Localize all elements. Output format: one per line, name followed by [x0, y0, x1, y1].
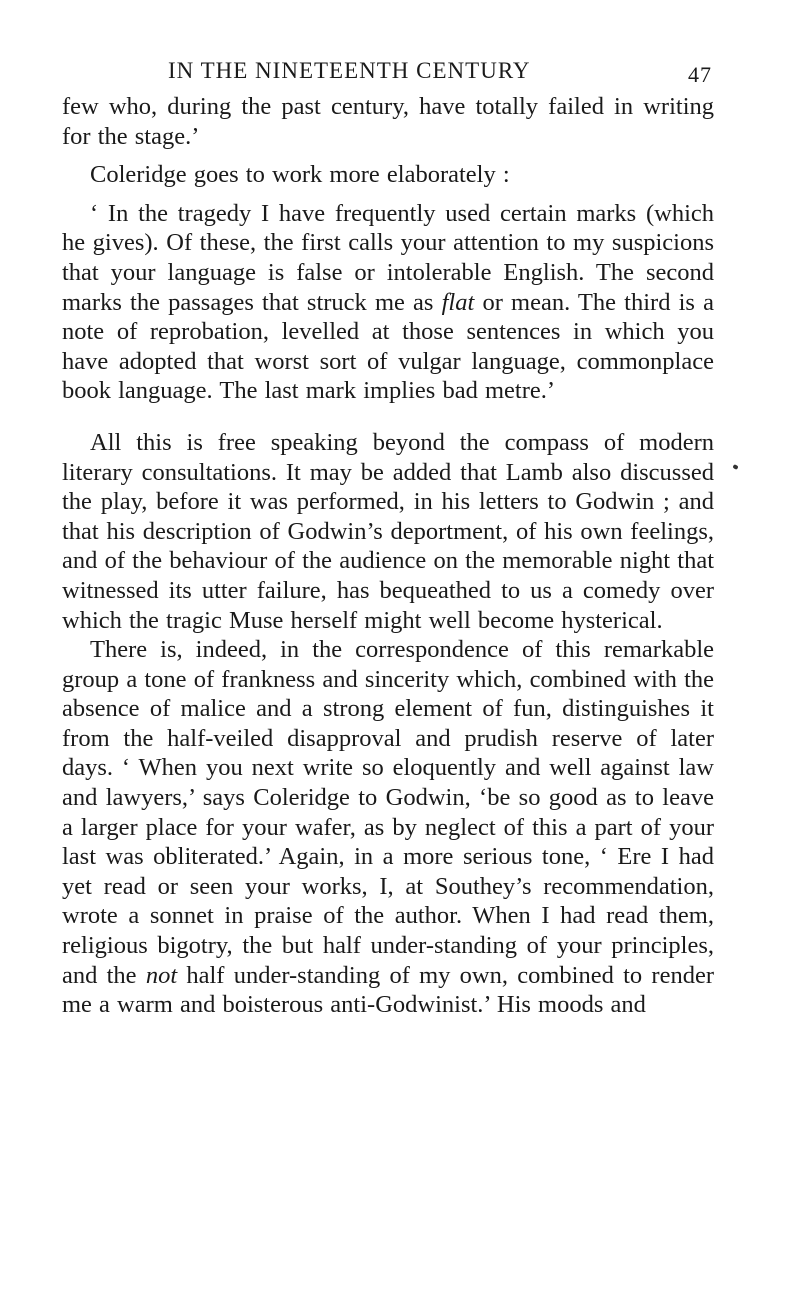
paragraph-coleridge-intro: Coleridge goes to work more elaborately :	[90, 161, 510, 189]
ink-speck	[732, 464, 738, 470]
correspondence-text-part2: half under-standing of my own, combined to render me a warm and boisterous anti-Godwinist.’ His moods and	[62, 961, 714, 1019]
quote-text-part1: ‘ In the tragedy I have frequently used certain marks (which he gives). Of these, the first calls your attention to my suspicions that your language is false or intolerable English. The second marks the passages that struck me as	[62, 199, 714, 316]
paragraph-free-speaking: All this is free speaking beyond the compass of modern literary consultations. It may be added that Lamb also discussed the play, before it was performed, in his letters to Godwin ; and that his description of Godwin’s deportment, of his own feelings, and of the behaviour of the audience on the memorable night that witnessed its utter failure, has bequeathed to us a comedy over which the tragic Muse herself might well become hysterical.	[62, 428, 714, 634]
page-header	[62, 52, 714, 92]
emphasis-flat: flat	[441, 288, 475, 316]
paragraph-correspondence	[62, 635, 714, 1020]
paragraph-coleridge-quote	[62, 199, 714, 406]
emphasis-not: not	[145, 961, 178, 989]
book-page	[62, 52, 714, 1020]
correspondence-text-part1: There is, indeed, in the correspondence of this remarkable group a tone of frankness and sincerity which, combined with the absence of malice and a strong element of fun, distinguishes it from the half-veiled disapproval and prudish reserve of later days. ‘ When you next write so eloquently and well against law and lawyers,’ says Coleridge to Godwin, ‘be so good as to leave a larger place for your wafer, as by neglect of this a part of your last was obliterated.’ Again, in a more serious tone, ‘ Ere I had yet read or seen your works, I, at Southey’s recommendation, wrote a sonnet in praise of the author. When I had read them, religious bigotry, the but half under-standing of your principles, and the	[62, 636, 714, 989]
page-number: 47	[688, 62, 712, 87]
quote-text-part2: or mean. The third is a note of reprobation, levelled at those sentences in which you have adopted that worst sort of vulgar language, commonplace book language. The last mark implies bad metre.’	[62, 288, 714, 405]
paragraph-continuation: few who, during the past century, have totally failed in writing for the stage.’	[62, 93, 714, 150]
running-title: IN THE NINETEENTH CENTURY	[168, 58, 531, 83]
